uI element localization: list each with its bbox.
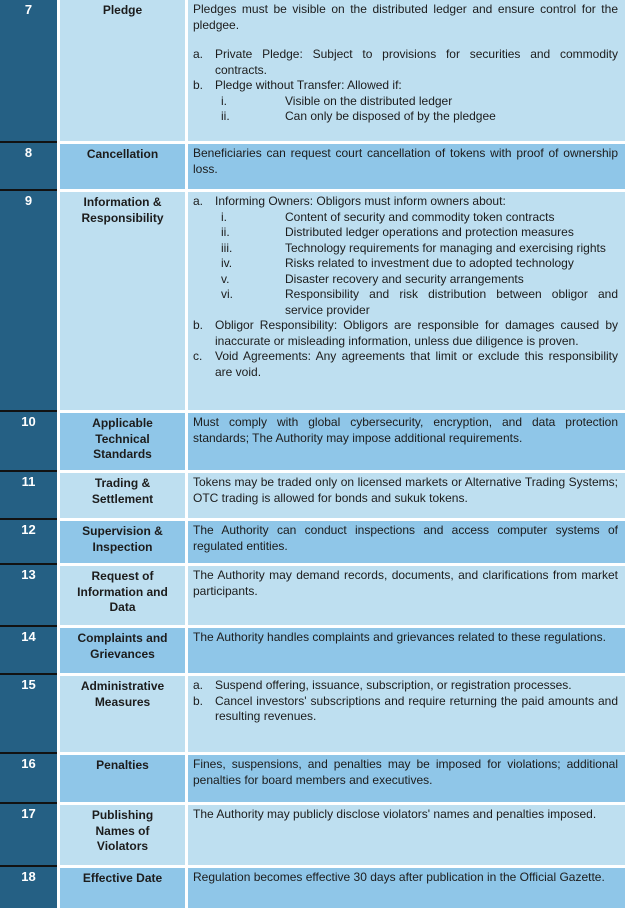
list-item-text: Private Pledge: Subject to provisions for securities and commodity contracts. (215, 47, 618, 77)
list-marker: a. (193, 194, 204, 208)
list-item (193, 256, 618, 272)
table-row (0, 410, 625, 470)
list-marker: a. (193, 47, 204, 61)
list-item (193, 241, 618, 257)
table-row (0, 470, 625, 518)
row-title: Applicable Technical Standards (57, 410, 185, 470)
table-row (0, 0, 625, 141)
list-marker: i. (221, 93, 227, 108)
list-marker: ii. (221, 225, 230, 239)
row-title: Trading & Settlement (57, 470, 185, 518)
list-item (193, 287, 618, 318)
list-item-text: Void Agreements: Any agreements that limit or exclude this responsibility are void. (215, 349, 618, 379)
list-item-text: Cancel investors' subscriptions and require returning the paid amounts and resulting revenues. (215, 693, 618, 723)
list-item-text: Content of security and commodity token contracts (285, 209, 555, 224)
row-number: 16 (0, 752, 57, 802)
list-item (193, 78, 618, 94)
list-marker: i. (221, 209, 227, 224)
row-title: Penalties (57, 752, 185, 802)
table-row (0, 802, 625, 865)
list-item (193, 272, 618, 288)
list-item-text: Distributed ledger operations and protection measures (285, 225, 574, 239)
list-marker: b. (193, 693, 204, 708)
table-row (0, 752, 625, 802)
row-description (185, 0, 625, 141)
list-item-text: Visible on the distributed ledger (285, 93, 453, 108)
paragraph: The Authority may publicly disclose violators' names and penalties imposed. (193, 807, 597, 821)
row-description (185, 625, 625, 673)
row-description (185, 518, 625, 563)
row-title: Request of Information and Data (57, 563, 185, 625)
list-item (193, 318, 618, 349)
list-item (193, 94, 618, 110)
row-description (185, 802, 625, 865)
row-title: Effective Date (57, 865, 185, 908)
list-marker: b. (193, 78, 204, 92)
table-row (0, 189, 625, 410)
row-number: 12 (0, 518, 57, 563)
row-number: 15 (0, 673, 57, 752)
list-item (193, 225, 618, 241)
list-item (193, 194, 618, 210)
paragraph: Must comply with global cybersecurity, encryption, and data protection standards; The Authority may impose additional requirements. (193, 415, 618, 445)
row-description (185, 673, 625, 752)
row-number: 11 (0, 470, 57, 518)
paragraph: Regulation becomes effective 30 days after publication in the Official Gazette. (193, 870, 605, 884)
paragraph: The Authority can conduct inspections and access computer systems of regulated entities. (193, 523, 618, 553)
list-item-text: Informing Owners: Obligors must inform owners about: (215, 194, 506, 208)
list-item-text: Can only be disposed of by the pledgee (285, 109, 496, 123)
list-marker: a. (193, 678, 204, 692)
row-title: Pledge (57, 0, 185, 141)
table-row (0, 518, 625, 563)
row-description (185, 752, 625, 802)
row-number: 7 (0, 0, 57, 141)
list-item-text: Pledge without Transfer: Allowed if: (215, 78, 402, 92)
list-marker: b. (193, 318, 204, 332)
list-item-text: Obligor Responsibility: Obligors are responsible for damages caused by inaccurate or misleading information, unless due diligence is proven. (215, 318, 618, 348)
table-row (0, 673, 625, 752)
row-number: 9 (0, 189, 57, 410)
list-item-text: Disaster recovery and security arrangements (285, 271, 524, 286)
list-marker: c. (193, 349, 203, 363)
table-row (0, 865, 625, 908)
list-marker: vi. (221, 287, 233, 301)
row-description (185, 189, 625, 410)
row-number: 8 (0, 141, 57, 189)
list-item-text: Suspend offering, issuance, subscription, or registration processes. (215, 678, 572, 692)
row-description (185, 141, 625, 189)
list-item (193, 47, 618, 78)
table-row (0, 141, 625, 189)
paragraph: Fines, suspensions, and penalties may be imposed for violations; additional penalties for board members and executives. (193, 757, 618, 787)
row-title: Cancellation (57, 141, 185, 189)
list-item-text: Risks related to investment due to adopted technology (285, 256, 574, 270)
list-item-text: Technology requirements for managing and exercising rights (285, 240, 606, 255)
row-title: Administrative Measures (57, 673, 185, 752)
list-item (193, 109, 618, 125)
paragraph: Tokens may be traded only on licensed markets or Alternative Trading Systems; OTC trading is allowed for bonds and sukuk tokens. (193, 475, 618, 505)
list-item-text: Responsibility and risk distribution between obligor and service provider (285, 287, 618, 317)
row-number: 17 (0, 802, 57, 865)
list-item (193, 349, 618, 380)
row-description (185, 563, 625, 625)
list-marker: iv. (221, 256, 233, 270)
row-number: 13 (0, 563, 57, 625)
table-row (0, 563, 625, 625)
row-title: Supervision & Inspection (57, 518, 185, 563)
row-description (185, 865, 625, 908)
row-title: Complaints and Grievances (57, 625, 185, 673)
row-title: Information & Responsibility (57, 189, 185, 410)
row-number: 10 (0, 410, 57, 470)
row-title: Publishing Names of Violators (57, 802, 185, 865)
list-marker: iii. (221, 240, 233, 255)
list-item (193, 678, 618, 694)
list-item (193, 210, 618, 226)
paragraph: The Authority may demand records, documents, and clarifications from market participants. (193, 568, 618, 598)
row-number: 14 (0, 625, 57, 673)
row-description (185, 470, 625, 518)
paragraph: Beneficiaries can request court cancellation of tokens with proof of ownership loss. (193, 146, 618, 176)
paragraph: The Authority handles complaints and grievances related to these regulations. (193, 630, 606, 644)
row-number: 18 (0, 865, 57, 908)
list-item (193, 694, 618, 725)
table-row (0, 625, 625, 673)
paragraph: Pledges must be visible on the distributed ledger and ensure control for the pledgee. (193, 2, 618, 32)
row-description (185, 410, 625, 470)
list-marker: v. (221, 271, 230, 286)
list-marker: ii. (221, 109, 230, 123)
